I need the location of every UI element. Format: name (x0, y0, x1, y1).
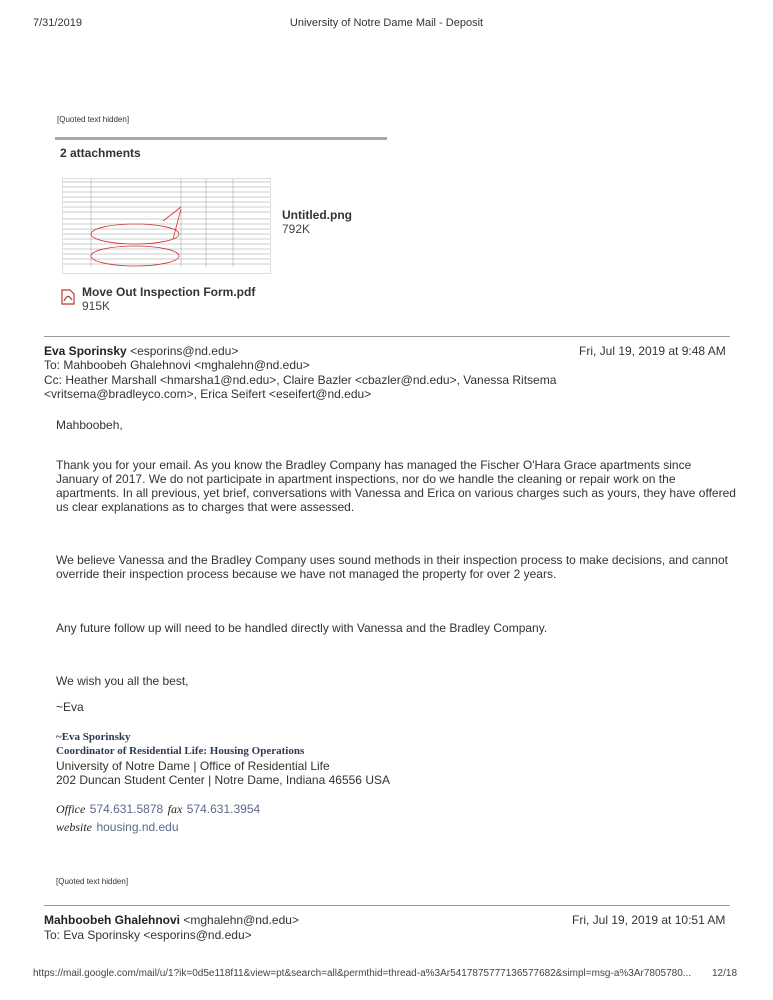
pdf-icon (61, 289, 75, 305)
body-paragraph-2: We believe Vanessa and the Bradley Company uses sound methods in their inspection process to make decisions, and cannot override their inspection process because we have not managed the property for over 2 years. (56, 553, 728, 581)
greeting: Mahboobeh, (56, 418, 123, 432)
attachment-size-untitled: 792K (282, 222, 311, 236)
fax-label: fax (167, 802, 183, 816)
attachment-thumbnail-untitled[interactable] (62, 178, 271, 274)
footer-url: https://mail.google.com/mail/u/1?ik=0d5e118f11&view=pt&search=all&permthid=thread-a%3Ar5417875777136577682&simpl=msg-a%3Ar7805780... (33, 968, 692, 979)
signature-website-line (56, 818, 179, 836)
reply-sender (44, 913, 299, 927)
attachment-name-pdf[interactable]: Move Out Inspection Form.pdf (82, 285, 256, 299)
attachments-count: 2 attachments (60, 146, 141, 160)
body-paragraph-1: Thank you for your email. As you know the Bradley Company has managed the Fischer O'Hara Grace apartments since January of 2017. We do not participate in apartment inspections, nor do we handle the cleaning or repair work on the apartments. In all previous, yet brief, conversations with Vanessa and Erica on various charges such as yours, they have offered us clear explanations as to charges that were assessed. (56, 458, 736, 514)
sender-email[interactable]: <esporins@nd.edu> (130, 344, 239, 358)
message-to: To: Mahboobeh Ghalehnovi <mghalehn@nd.edu> (44, 358, 310, 372)
print-date: 7/31/2019 (33, 17, 82, 29)
website-label: website (56, 820, 92, 834)
page-title: University of Notre Dame Mail - Deposit (289, 17, 484, 29)
sender-name: Eva Sporinsky (44, 344, 127, 358)
signature-name: ~Eva Sporinsky (56, 731, 131, 743)
signature-org: University of Notre Dame | Office of Residential Life (56, 759, 330, 773)
message-cc-line-2: <vritsema@bradleyco.com>, Erica Seifert <eseifert@nd.edu> (44, 387, 372, 401)
message-sender (44, 344, 238, 358)
footer-page-number: 12/18 (712, 968, 738, 979)
reply-sender-email[interactable]: <mghalehn@nd.edu> (183, 913, 299, 927)
signoff: ~Eva (56, 700, 84, 714)
attachments-divider (55, 137, 387, 140)
quoted-text-hidden-2[interactable]: [Quoted text hidden] (56, 877, 129, 886)
fax-phone-link[interactable]: 574.631.3954 (186, 802, 261, 816)
signature-title: Coordinator of Residential Life: Housing Operations (56, 745, 305, 757)
reply-date: Fri, Jul 19, 2019 at 10:51 AM (572, 913, 726, 927)
reply-divider (44, 905, 730, 906)
website-link[interactable]: housing.nd.edu (96, 820, 179, 834)
body-paragraph-3: Any future follow up will need to be handled directly with Vanessa and the Bradley Company. (56, 621, 548, 635)
signature-phone-line (56, 800, 260, 818)
office-phone-link[interactable]: 574.631.5878 (89, 802, 164, 816)
attachment-size-pdf: 915K (82, 299, 111, 313)
attachment-name-untitled[interactable]: Untitled.png (282, 208, 352, 222)
reply-to: To: Eva Sporinsky <esporins@nd.edu> (44, 928, 252, 942)
spreadsheet-thumbnail-icon (63, 179, 270, 273)
message-cc-line-1: Cc: Heather Marshall <hmarsha1@nd.edu>, Claire Bazler <cbazler@nd.edu>, Vanessa Ritsema (44, 373, 557, 387)
quoted-text-hidden[interactable]: [Quoted text hidden] (57, 115, 130, 124)
message-date: Fri, Jul 19, 2019 at 9:48 AM (579, 344, 726, 358)
office-label: Office (56, 802, 86, 816)
signature-address: 202 Duncan Student Center | Notre Dame, Indiana 46556 USA (56, 773, 390, 787)
closing: We wish you all the best, (56, 674, 189, 688)
message-divider (44, 336, 730, 337)
reply-sender-name: Mahboobeh Ghalehnovi (44, 913, 181, 927)
